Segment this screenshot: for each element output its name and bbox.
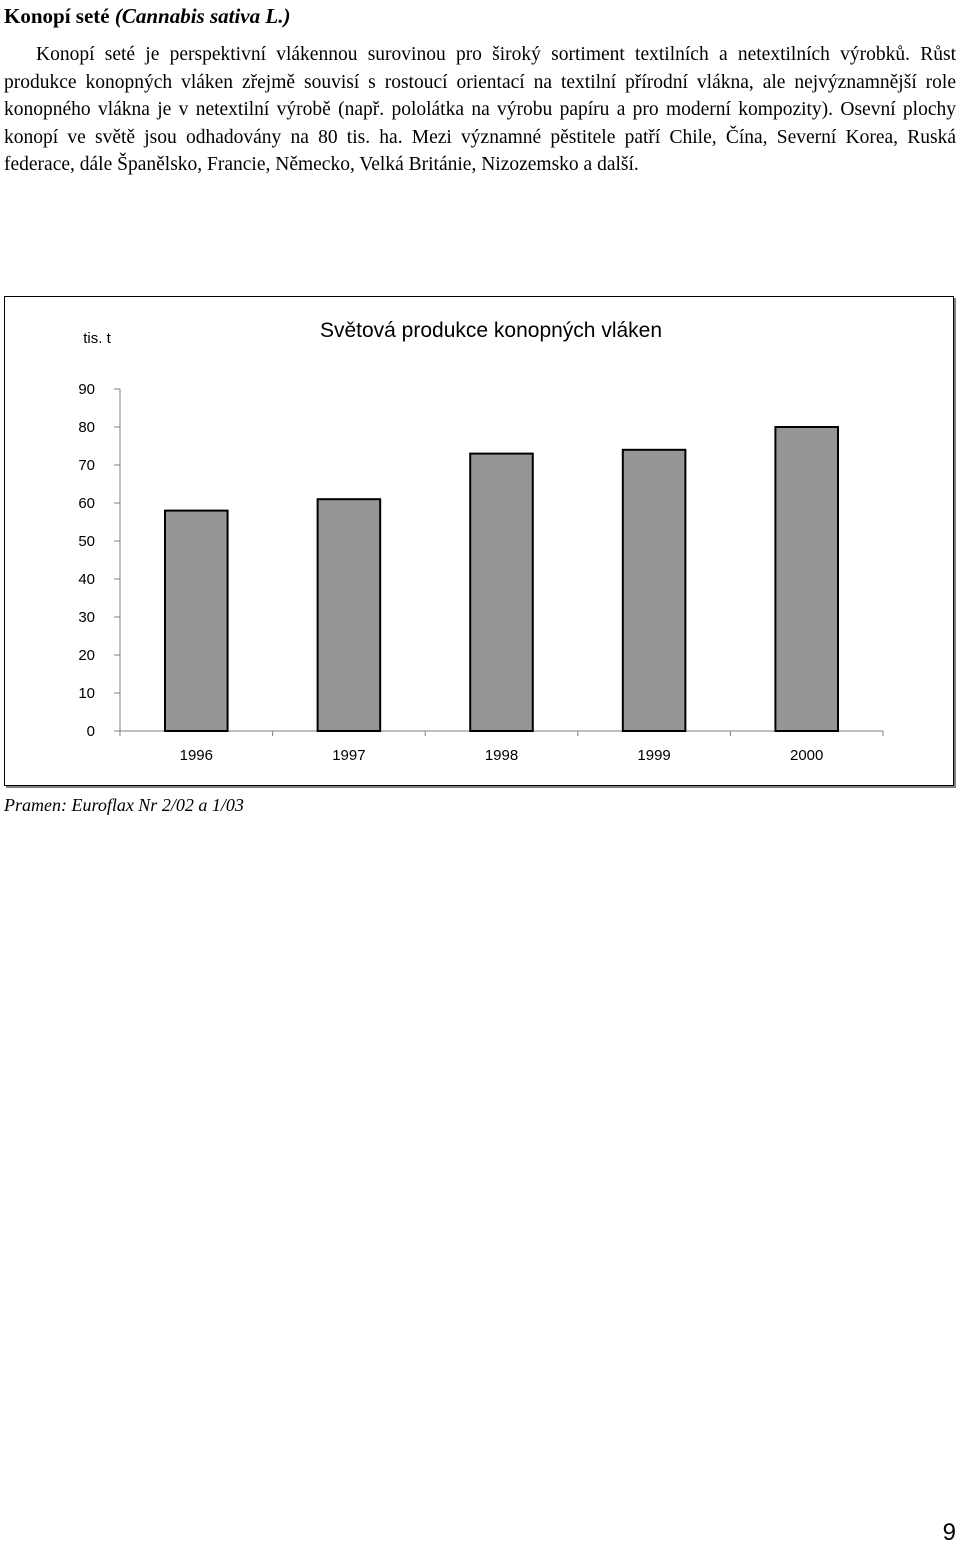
x-tick-label: 2000 [790,747,824,764]
y-tick-label: 40 [78,571,95,588]
y-tick-label: 90 [78,381,95,398]
y-tick-label: 80 [78,419,95,436]
bar-2000 [775,427,838,731]
chart-title: Světová produkce konopných vláken [319,319,663,342]
y-tick-label: 70 [78,457,95,474]
bar-1998 [470,454,533,731]
y-tick-label: 60 [78,495,95,512]
y-tick-label: 0 [86,723,95,740]
intro-paragraph: Konopí seté je perspektivní vlákennou surovinou pro široký sortiment textilních a netextilních výrobků. Růst produkce konopných vláken zřejmě souvisí s rostoucí orientací na textilní přírodní vlákna, ale nejvýznamnější role konopného vlákna je v netextilní výrobě (např. pololátka na výrobu papíru a pro moderní kompozity). Osevní plochy konopí ve světě jsou odhadovány na 80 tis. ha. Mezi významné pěstitele patří Chile, Čína, Severní Korea, Ruská federace, dále Španělsko, Francie, Německo, Velká Británie, Nizozemsko a další. [4,44,956,176]
bar-1996 [165,511,228,731]
bar-1997 [318,499,381,731]
bar-1999 [623,450,686,731]
x-tick-label: 1997 [332,747,366,764]
source-note: Pramen: Euroflax Nr 2/02 a 1/03 [4,795,244,815]
x-tick-label: 1996 [179,747,213,764]
y-tick-label: 30 [78,609,95,626]
page-number: 9 [942,1519,956,1546]
y-tick-label: 20 [78,647,95,664]
bar-chart [5,297,953,785]
x-tick-label: 1998 [484,747,519,764]
heading-prefix: Konopí seté [4,4,115,28]
x-tick-label: 1999 [637,747,671,764]
section-heading [4,2,290,30]
heading-latin-name: (Cannabis sativa L.) [114,4,291,28]
y-tick-label: 10 [78,685,95,702]
chart-frame [4,296,954,786]
y-axis-unit-label: tis. t [83,330,111,347]
y-tick-label: 50 [78,533,95,550]
